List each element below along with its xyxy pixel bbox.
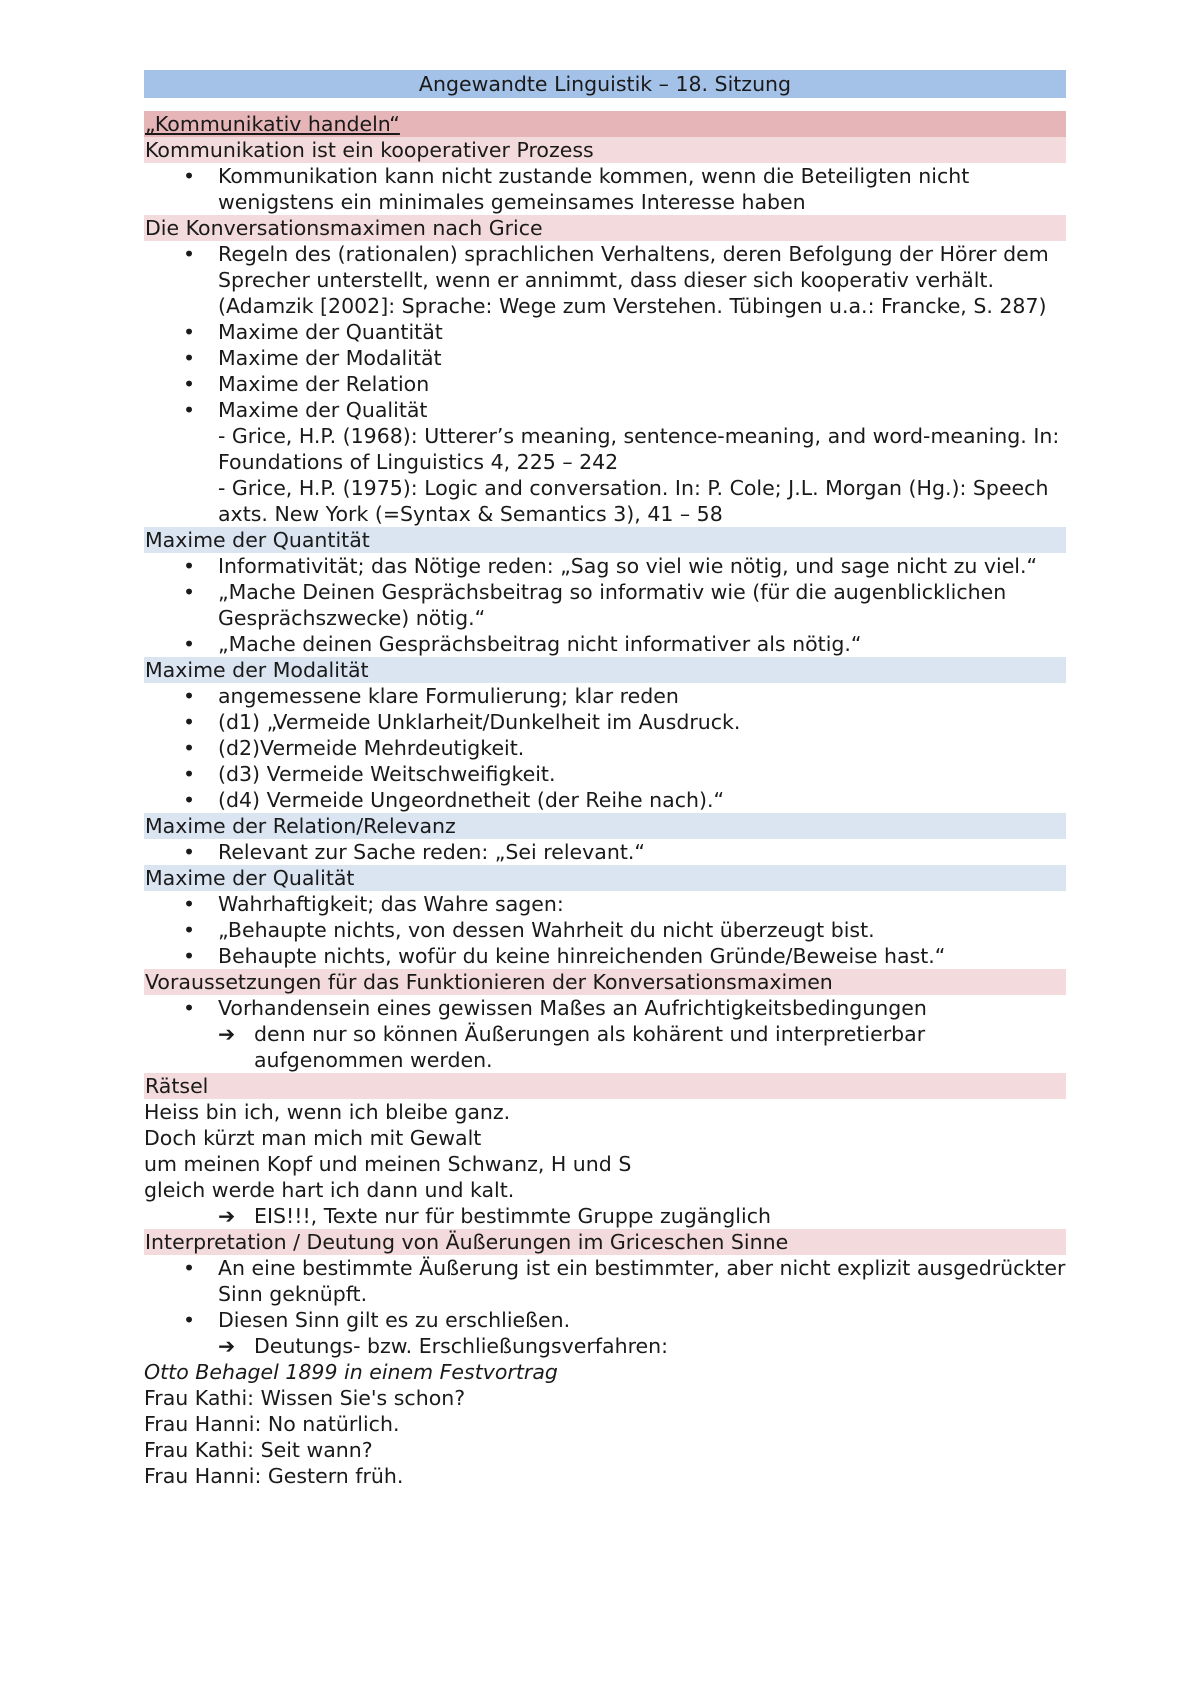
bullet-icon: • [183, 242, 196, 266]
bullet-icon: • [183, 554, 196, 578]
bullet-icon: • [183, 736, 196, 760]
bullet-list [144, 683, 1066, 813]
dialog-line: Frau Kathi: Wissen Sie's schon? [144, 1386, 466, 1410]
section-heading: Die Konversationsmaximen nach Grice [144, 215, 1066, 241]
bullet-icon: • [183, 996, 196, 1020]
bullet-icon: • [183, 918, 196, 942]
bullet-icon: • [183, 840, 196, 864]
dialog-line: Frau Hanni: No natürlich. [144, 1412, 400, 1436]
section-heading: „Kommunikativ handeln“ [144, 111, 1066, 137]
section-heading: Rätsel [144, 1073, 1066, 1099]
list-item: • Vorhandensein eines gewissen Maßes an Aufrichtigkeitsbedingungen [183, 996, 927, 1020]
list-item: • Maxime der Modalität [183, 346, 442, 370]
section-heading: Maxime der Modalität [144, 657, 1066, 683]
dialog-line: Frau Kathi: Seit wann? [144, 1438, 373, 1462]
list-item: • „Mache deinen Gesprächsbeitrag nicht informativer als nötig.“ [183, 632, 862, 656]
list-item: • angemessene klare Formulierung; klar reden [183, 684, 679, 708]
bullet-icon: • [183, 632, 196, 656]
list-item: • Relevant zur Sache reden: „Sei relevant.“ [183, 840, 645, 864]
section-heading: Maxime der Quantität [144, 527, 1066, 553]
bullet-icon: • [183, 372, 196, 396]
riddle-line: gleich werde hart ich dann und kalt. [144, 1178, 515, 1202]
bullet-icon: • [183, 320, 196, 344]
bullet-icon: • [183, 1308, 196, 1332]
list-item: • (d3) Vermeide Weitschweifigkeit. [183, 762, 556, 786]
section-subheading: Kommunikation ist ein kooperativer Prozess [144, 137, 1066, 163]
section-heading: Interpretation / Deutung von Äußerungen im Griceschen Sinne [144, 1229, 1066, 1255]
dialog-line: Frau Hanni: Gestern früh. [144, 1464, 404, 1488]
arrow-right-icon: ➔ [218, 1022, 236, 1046]
bullet-icon: • [183, 788, 196, 812]
reference: - Grice, H.P. (1975): Logic and conversation. In: P. Cole; J.L. Morgan (Hg.): Speech axts. New York (=Syntax & Semantics 3), 41 – 58 [218, 476, 1049, 526]
bullet-list [144, 891, 1066, 969]
bullet-icon: • [183, 762, 196, 786]
bullet-icon: • [183, 944, 196, 968]
riddle-line: Heiss bin ich, wenn ich bleibe ganz. [144, 1100, 511, 1124]
list-item: • „Behaupte nichts, von dessen Wahrheit du nicht überzeugt bist. [183, 918, 875, 942]
bullet-icon: • [183, 710, 196, 734]
bullet-list [144, 995, 1066, 1021]
list-item: • Kommunikation kann nicht zustande kommen, wenn die Beteiligten nicht wenigstens ein minimales gemeinsames Interesse haben [183, 164, 970, 214]
list-item: • Behaupte nichts, wofür du keine hinreichenden Gründe/Beweise hast.“ [183, 944, 946, 968]
bullet-icon: • [183, 398, 196, 422]
document-content [144, 70, 1066, 1489]
list-item: • (d1) „Vermeide Unklarheit/Dunkelheit im Ausdruck. [183, 710, 741, 734]
page-title: Angewandte Linguistik – 18. Sitzung [144, 70, 1066, 98]
list-item: • Maxime der Relation [183, 372, 430, 396]
list-item: • (d4) Vermeide Ungeordnetheit (der Reihe nach).“ [183, 788, 725, 812]
list-item: • An eine bestimmte Äußerung ist ein bestimmter, aber nicht explizit ausgedrückter Sinn geknüpft. [183, 1256, 1066, 1306]
bullet-list [144, 553, 1066, 657]
bullet-list [144, 1255, 1066, 1333]
riddle-line: Doch kürzt man mich mit Gewalt [144, 1126, 482, 1150]
list-item: • Wahrhaftigkeit; das Wahre sagen: [183, 892, 564, 916]
source-note: Otto Behagel 1899 in einem Festvortrag [144, 1360, 558, 1384]
list-item: • Regeln des (rationalen) sprachlichen Verhaltens, deren Befolgung der Hörer dem Sprecher unterstellt, wenn er annimmt, dass dieser sich kooperativ verhält. (Adamzik [2002]: Sprache: Wege zum Verstehen. Tübingen u.a.: Francke, S. 287) [183, 242, 1049, 318]
riddle-line: um meinen Kopf und meinen Schwanz, H und S [144, 1152, 632, 1176]
arrow-right-icon: ➔ [218, 1204, 236, 1228]
bullet-icon: • [183, 164, 196, 188]
bullet-icon: • [183, 684, 196, 708]
list-item: • Diesen Sinn gilt es zu erschließen. [183, 1308, 571, 1332]
arrow-note: ➔ denn nur so können Äußerungen als kohärent und interpretierbar aufgenommen werden. [218, 1022, 926, 1072]
bullet-icon: • [183, 1256, 196, 1280]
bullet-icon: • [183, 892, 196, 916]
bullet-list [144, 163, 1066, 215]
arrow-note: ➔ EIS!!!, Texte nur für bestimmte Gruppe zugänglich [218, 1204, 771, 1228]
section-heading: Voraussetzungen für das Funktionieren der Konversationsmaximen [144, 969, 1066, 995]
section-heading: Maxime der Relation/Relevanz [144, 813, 1066, 839]
list-item: • (d2)Vermeide Mehrdeutigkeit. [183, 736, 525, 760]
list-item: • Maxime der Quantität [183, 320, 443, 344]
bullet-list [144, 241, 1066, 527]
reference: - Grice, H.P. (1968): Utterer’s meaning, sentence-meaning, and word-meaning. In: Foundations of Linguistics 4, 225 – 242 [218, 424, 1060, 474]
list-item: • Maxime der Qualität - Grice, H.P. (1968): Utterer’s meaning, sentence-meaning, and word-meaning. In: Foundations of Linguistics 4, 225 – 242 - Grice, H.P. (1975): Logic and conversation. In: P. Cole; J.L. Morgan (Hg.): Speech axts. New York (=Syntax & Semantics 3), 41 – 58 [144, 397, 1066, 527]
bullet-icon: • [183, 580, 196, 604]
list-item: • Informativität; das Nötige reden: „Sag so viel wie nötig, und sage nicht zu viel.“ [183, 554, 1038, 578]
arrow-right-icon: ➔ [218, 1334, 236, 1358]
section-heading: Maxime der Qualität [144, 865, 1066, 891]
arrow-note: ➔ Deutungs- bzw. Erschließungsverfahren: [218, 1334, 669, 1358]
bullet-icon: • [183, 346, 196, 370]
list-item: • „Mache Deinen Gesprächsbeitrag so informativ wie (für die augenblicklichen Gesprächszwecke) nötig.“ [183, 580, 1007, 630]
bullet-list [144, 839, 1066, 865]
